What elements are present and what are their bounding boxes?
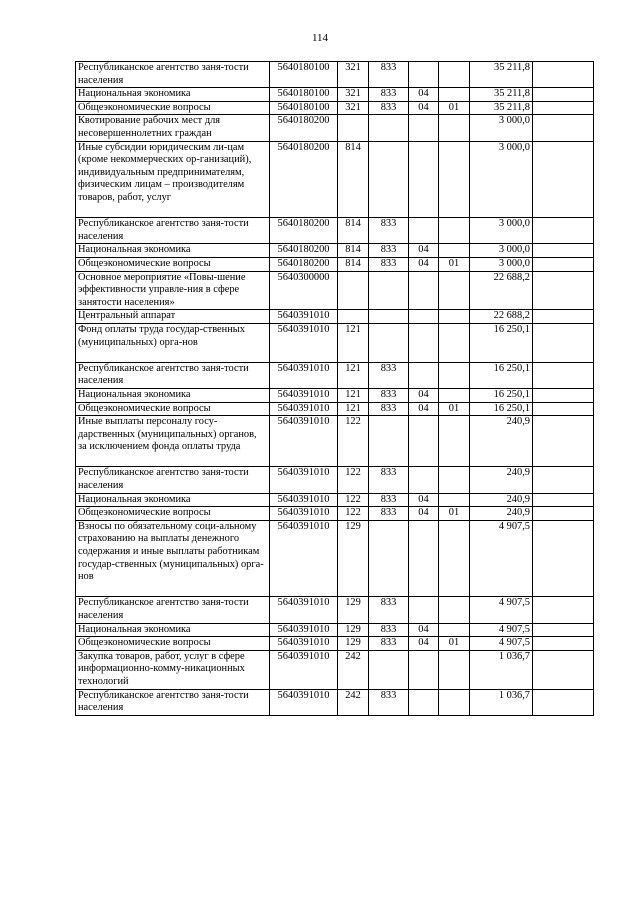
table-row xyxy=(76,323,594,362)
agency-code-cell: 833 xyxy=(369,623,409,637)
section-cell: 04 xyxy=(409,637,439,651)
section-cell xyxy=(409,416,439,467)
expense-type-cell: 122 xyxy=(338,507,369,521)
subsection-cell xyxy=(439,62,470,88)
expense-type-cell: 242 xyxy=(338,650,369,689)
subsection-cell xyxy=(439,597,470,623)
name-cell: Иные субсидии юридическим ли-цам (кроме некоммерческих ор-ганизаций), индивидуальным предпринимателям, физическим лицам – производителям товаров, работ, услуг xyxy=(76,141,270,218)
section-cell xyxy=(409,310,439,324)
code-cell: 5640391010 xyxy=(270,493,338,507)
name-cell: Общеэкономические вопросы xyxy=(76,257,270,271)
empty-cell xyxy=(533,101,594,115)
code-cell: 5640391010 xyxy=(270,637,338,651)
empty-cell xyxy=(533,597,594,623)
amount-cell: 16 250,1 xyxy=(470,323,533,362)
section-cell xyxy=(409,271,439,310)
code-cell: 5640180200 xyxy=(270,115,338,141)
section-cell xyxy=(409,141,439,218)
name-cell: Общеэкономические вопросы xyxy=(76,637,270,651)
empty-cell xyxy=(533,323,594,362)
amount-cell: 4 907,5 xyxy=(470,637,533,651)
amount-cell: 240,9 xyxy=(470,507,533,521)
section-cell xyxy=(409,650,439,689)
name-cell: Республиканское агентство заня-тости населения xyxy=(76,218,270,244)
table-row xyxy=(76,597,594,623)
empty-cell xyxy=(533,244,594,258)
section-cell xyxy=(409,362,439,388)
subsection-cell: 01 xyxy=(439,637,470,651)
subsection-cell: 01 xyxy=(439,402,470,416)
expense-type-cell: 321 xyxy=(338,88,369,102)
name-cell: Республиканское агентство заня-тости населения xyxy=(76,597,270,623)
amount-cell: 4 907,5 xyxy=(470,597,533,623)
amount-cell: 35 211,8 xyxy=(470,101,533,115)
amount-cell: 16 250,1 xyxy=(470,362,533,388)
code-cell: 5640391010 xyxy=(270,623,338,637)
table-row xyxy=(76,467,594,493)
expense-type-cell: 129 xyxy=(338,637,369,651)
amount-cell: 16 250,1 xyxy=(470,402,533,416)
subsection-cell xyxy=(439,689,470,715)
table-row xyxy=(76,507,594,521)
expense-type-cell: 242 xyxy=(338,689,369,715)
agency-code-cell: 833 xyxy=(369,62,409,88)
expense-type-cell: 129 xyxy=(338,520,369,597)
name-cell: Взносы по обязательному соци-альному страхованию на выплаты денежного содержания и иные выплаты работникам государ-ственных (муниципальных) орга-нов xyxy=(76,520,270,597)
subsection-cell xyxy=(439,141,470,218)
agency-code-cell xyxy=(369,416,409,467)
table-body xyxy=(76,62,594,716)
table-row xyxy=(76,101,594,115)
section-cell xyxy=(409,62,439,88)
expense-type-cell: 321 xyxy=(338,101,369,115)
agency-code-cell xyxy=(369,115,409,141)
name-cell: Общеэкономические вопросы xyxy=(76,101,270,115)
code-cell: 5640391010 xyxy=(270,467,338,493)
table-row xyxy=(76,62,594,88)
name-cell: Закупка товаров, работ, услуг в сфере информационно-комму-никационных технологий xyxy=(76,650,270,689)
name-cell: Иные выплаты персоналу госу-дарственных (муниципальных) органов, за исключением фонда оплаты труда xyxy=(76,416,270,467)
table-row xyxy=(76,310,594,324)
name-cell: Центральный аппарат xyxy=(76,310,270,324)
empty-cell xyxy=(533,650,594,689)
name-cell: Республиканское агентство заня-тости населения xyxy=(76,467,270,493)
section-cell: 04 xyxy=(409,623,439,637)
section-cell xyxy=(409,689,439,715)
expense-type-cell xyxy=(338,115,369,141)
expense-type-cell xyxy=(338,310,369,324)
subsection-cell xyxy=(439,115,470,141)
expense-type-cell: 814 xyxy=(338,257,369,271)
subsection-cell xyxy=(439,520,470,597)
amount-cell: 3 000,0 xyxy=(470,218,533,244)
empty-cell xyxy=(533,493,594,507)
table-row xyxy=(76,493,594,507)
agency-code-cell: 833 xyxy=(369,244,409,258)
empty-cell xyxy=(533,467,594,493)
table-row xyxy=(76,416,594,467)
table-row xyxy=(76,689,594,715)
agency-code-cell: 833 xyxy=(369,507,409,521)
amount-cell: 3 000,0 xyxy=(470,244,533,258)
amount-cell: 4 907,5 xyxy=(470,623,533,637)
empty-cell xyxy=(533,520,594,597)
table-row xyxy=(76,520,594,597)
amount-cell: 35 211,8 xyxy=(470,62,533,88)
section-cell: 04 xyxy=(409,402,439,416)
table-row xyxy=(76,650,594,689)
section-cell xyxy=(409,597,439,623)
code-cell: 5640180200 xyxy=(270,218,338,244)
empty-cell xyxy=(533,115,594,141)
agency-code-cell: 833 xyxy=(369,88,409,102)
amount-cell: 240,9 xyxy=(470,467,533,493)
agency-code-cell: 833 xyxy=(369,637,409,651)
agency-code-cell xyxy=(369,310,409,324)
section-cell xyxy=(409,520,439,597)
section-cell xyxy=(409,323,439,362)
section-cell xyxy=(409,467,439,493)
table-row xyxy=(76,637,594,651)
agency-code-cell: 833 xyxy=(369,689,409,715)
empty-cell xyxy=(533,637,594,651)
section-cell xyxy=(409,218,439,244)
agency-code-cell xyxy=(369,271,409,310)
amount-cell: 3 000,0 xyxy=(470,141,533,218)
section-cell: 04 xyxy=(409,244,439,258)
subsection-cell: 01 xyxy=(439,507,470,521)
name-cell: Национальная экономика xyxy=(76,244,270,258)
empty-cell xyxy=(533,402,594,416)
expense-type-cell: 121 xyxy=(338,362,369,388)
amount-cell: 240,9 xyxy=(470,493,533,507)
expense-type-cell: 129 xyxy=(338,597,369,623)
amount-cell: 35 211,8 xyxy=(470,88,533,102)
code-cell: 5640180200 xyxy=(270,244,338,258)
agency-code-cell: 833 xyxy=(369,101,409,115)
expense-type-cell: 814 xyxy=(338,141,369,218)
empty-cell xyxy=(533,362,594,388)
subsection-cell xyxy=(439,388,470,402)
amount-cell: 3 000,0 xyxy=(470,115,533,141)
name-cell: Республиканское агентство заня-тости населения xyxy=(76,689,270,715)
section-cell: 04 xyxy=(409,388,439,402)
name-cell: Национальная экономика xyxy=(76,493,270,507)
agency-code-cell: 833 xyxy=(369,218,409,244)
code-cell: 5640180200 xyxy=(270,141,338,218)
table-row xyxy=(76,88,594,102)
name-cell: Республиканское агентство заня-тости населения xyxy=(76,62,270,88)
table-row xyxy=(76,623,594,637)
amount-cell: 3 000,0 xyxy=(470,257,533,271)
agency-code-cell: 833 xyxy=(369,467,409,493)
amount-cell: 4 907,5 xyxy=(470,520,533,597)
subsection-cell xyxy=(439,650,470,689)
name-cell: Основное мероприятие «Повы-шение эффективности управле-ния в сфере занятости населения» xyxy=(76,271,270,310)
empty-cell xyxy=(533,388,594,402)
budget-table xyxy=(75,61,594,716)
amount-cell: 240,9 xyxy=(470,416,533,467)
subsection-cell xyxy=(439,244,470,258)
agency-code-cell: 833 xyxy=(369,493,409,507)
section-cell: 04 xyxy=(409,493,439,507)
section-cell: 04 xyxy=(409,507,439,521)
agency-code-cell: 833 xyxy=(369,388,409,402)
name-cell: Национальная экономика xyxy=(76,623,270,637)
section-cell: 04 xyxy=(409,88,439,102)
name-cell: Национальная экономика xyxy=(76,388,270,402)
code-cell: 5640391010 xyxy=(270,310,338,324)
empty-cell xyxy=(533,689,594,715)
empty-cell xyxy=(533,257,594,271)
subsection-cell xyxy=(439,218,470,244)
code-cell: 5640391010 xyxy=(270,388,338,402)
subsection-cell xyxy=(439,493,470,507)
subsection-cell xyxy=(439,88,470,102)
expense-type-cell: 129 xyxy=(338,623,369,637)
expense-type-cell xyxy=(338,271,369,310)
subsection-cell xyxy=(439,310,470,324)
expense-type-cell: 122 xyxy=(338,416,369,467)
table-row xyxy=(76,257,594,271)
agency-code-cell: 833 xyxy=(369,597,409,623)
agency-code-cell: 833 xyxy=(369,362,409,388)
table-row xyxy=(76,402,594,416)
empty-cell xyxy=(533,623,594,637)
name-cell: Общеэкономические вопросы xyxy=(76,402,270,416)
name-cell: Общеэкономические вопросы xyxy=(76,507,270,521)
name-cell: Национальная экономика xyxy=(76,88,270,102)
amount-cell: 16 250,1 xyxy=(470,388,533,402)
code-cell: 5640180100 xyxy=(270,101,338,115)
empty-cell xyxy=(533,62,594,88)
empty-cell xyxy=(533,88,594,102)
expense-type-cell: 814 xyxy=(338,218,369,244)
name-cell: Квотирование рабочих мест для несовершеннолетних граждан xyxy=(76,115,270,141)
table-row xyxy=(76,362,594,388)
amount-cell: 1 036,7 xyxy=(470,689,533,715)
subsection-cell xyxy=(439,362,470,388)
expense-type-cell: 122 xyxy=(338,467,369,493)
amount-cell: 22 688,2 xyxy=(470,310,533,324)
subsection-cell xyxy=(439,323,470,362)
agency-code-cell xyxy=(369,650,409,689)
code-cell: 5640391010 xyxy=(270,689,338,715)
expense-type-cell: 121 xyxy=(338,402,369,416)
page-number: 114 xyxy=(311,32,329,44)
empty-cell xyxy=(533,218,594,244)
code-cell: 5640391010 xyxy=(270,323,338,362)
empty-cell xyxy=(533,310,594,324)
code-cell: 5640300000 xyxy=(270,271,338,310)
code-cell: 5640391010 xyxy=(270,597,338,623)
agency-code-cell xyxy=(369,323,409,362)
empty-cell xyxy=(533,271,594,310)
subsection-cell xyxy=(439,467,470,493)
section-cell: 04 xyxy=(409,101,439,115)
expense-type-cell: 121 xyxy=(338,323,369,362)
agency-code-cell: 833 xyxy=(369,402,409,416)
empty-cell xyxy=(533,141,594,218)
code-cell: 5640391010 xyxy=(270,507,338,521)
table-row xyxy=(76,115,594,141)
expense-type-cell: 814 xyxy=(338,244,369,258)
amount-cell: 1 036,7 xyxy=(470,650,533,689)
code-cell: 5640391010 xyxy=(270,362,338,388)
subsection-cell xyxy=(439,623,470,637)
section-cell: 04 xyxy=(409,257,439,271)
agency-code-cell xyxy=(369,141,409,218)
section-cell xyxy=(409,115,439,141)
subsection-cell: 01 xyxy=(439,257,470,271)
amount-cell: 22 688,2 xyxy=(470,271,533,310)
subsection-cell: 01 xyxy=(439,101,470,115)
subsection-cell xyxy=(439,416,470,467)
expense-type-cell: 321 xyxy=(338,62,369,88)
agency-code-cell xyxy=(369,520,409,597)
expense-type-cell: 122 xyxy=(338,493,369,507)
code-cell: 5640391010 xyxy=(270,520,338,597)
code-cell: 5640391010 xyxy=(270,650,338,689)
code-cell: 5640180100 xyxy=(270,88,338,102)
name-cell: Республиканское агентство заня-тости населения xyxy=(76,362,270,388)
table-row xyxy=(76,388,594,402)
code-cell: 5640180200 xyxy=(270,257,338,271)
expense-type-cell: 121 xyxy=(338,388,369,402)
empty-cell xyxy=(533,416,594,467)
table-row xyxy=(76,244,594,258)
code-cell: 5640391010 xyxy=(270,416,338,467)
code-cell: 5640180100 xyxy=(270,62,338,88)
table-row xyxy=(76,141,594,218)
name-cell: Фонд оплаты труда государ-ственных (муниципальных) орга-нов xyxy=(76,323,270,362)
subsection-cell xyxy=(439,271,470,310)
code-cell: 5640391010 xyxy=(270,402,338,416)
agency-code-cell: 833 xyxy=(369,257,409,271)
table-row xyxy=(76,218,594,244)
empty-cell xyxy=(533,507,594,521)
table-row xyxy=(76,271,594,310)
